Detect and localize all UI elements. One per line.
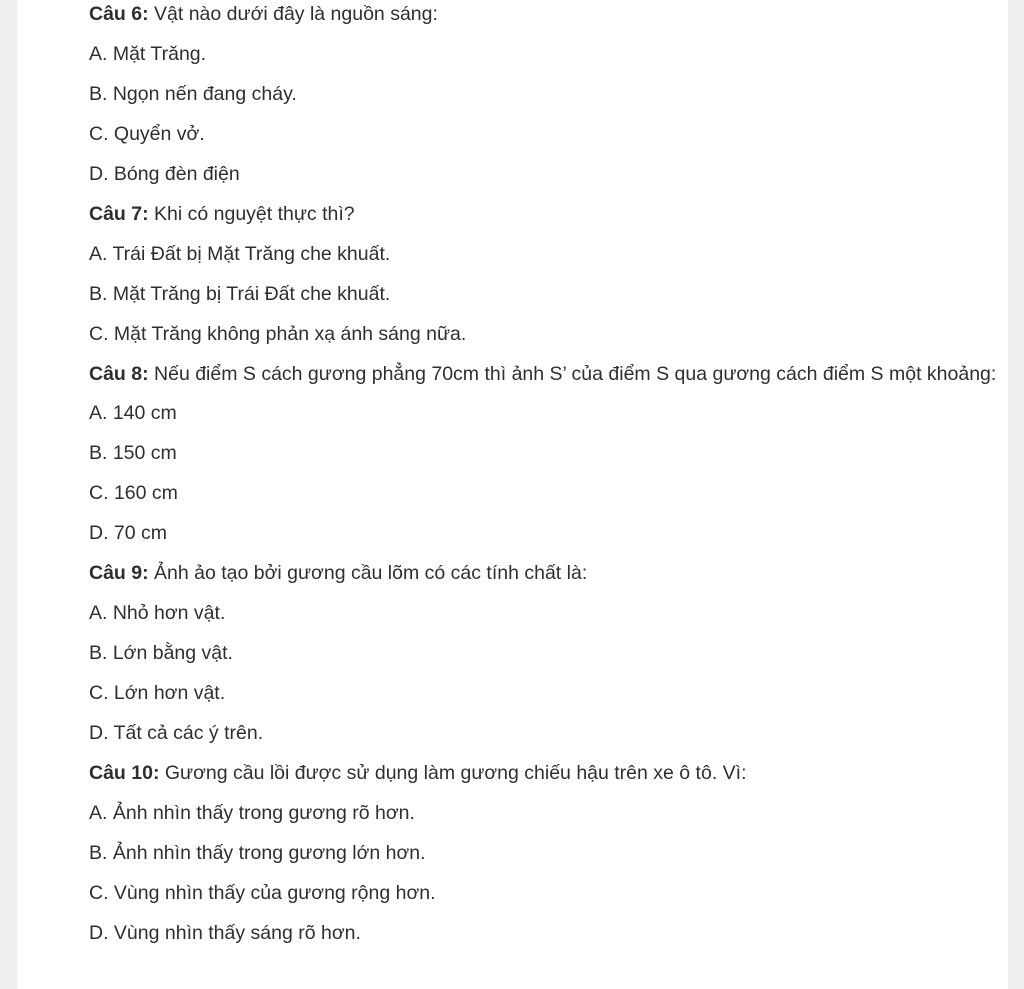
question-6 <box>89 0 999 34</box>
question-text: Nếu điểm S cách gương phẳng 70cm thì ảnh S’ của điểm S qua gương cách điểm S một khoảng: <box>148 363 997 385</box>
answer-option: D. Vùng nhìn thấy sáng rõ hơn. <box>89 922 361 944</box>
question-text: Vật nào dưới đây là nguồn sáng: <box>148 3 438 25</box>
quiz-content <box>89 0 999 953</box>
question-7 <box>89 194 999 234</box>
question-text: Khi có nguyệt thực thì? <box>148 203 355 225</box>
answer-option: C. Vùng nhìn thấy của gương rộng hơn. <box>89 882 436 904</box>
question-label: Câu 9: <box>89 562 149 584</box>
answer-option: A. Mặt Trăng. <box>89 43 207 65</box>
answer-option: B. 150 cm <box>89 442 177 464</box>
answer-option: D. 70 cm <box>89 522 168 544</box>
answer-option: C. Lớn hơn vật. <box>89 682 226 704</box>
answer-option: A. Ảnh nhìn thấy trong gương rõ hơn. <box>89 802 415 824</box>
answer-option: C. Mặt Trăng không phản xạ ánh sáng nữa. <box>89 323 467 345</box>
answer-option: A. Nhỏ hơn vật. <box>89 602 226 624</box>
question-label: Câu 10: <box>89 762 160 784</box>
document-page <box>17 0 1008 989</box>
answer-option: B. Lớn bằng vật. <box>89 642 233 664</box>
answer-option: B. Ngọn nến đang cháy. <box>89 83 297 105</box>
question-text: Ảnh ảo tạo bởi gương cầu lõm có các tính chất là: <box>148 562 588 584</box>
question-8 <box>89 354 999 393</box>
answer-option: D. Bóng đèn điện <box>89 163 240 185</box>
question-9 <box>89 553 999 593</box>
answer-option: C. Quyển vở. <box>89 123 205 145</box>
question-label: Câu 8: <box>89 363 149 385</box>
question-10 <box>89 753 999 793</box>
answer-option: A. Trái Đất bị Mặt Trăng che khuất. <box>89 243 391 265</box>
answer-option: B. Mặt Trăng bị Trái Đất che khuất. <box>89 283 391 305</box>
answer-option: C. 160 cm <box>89 482 178 504</box>
question-label: Câu 7: <box>89 203 149 225</box>
question-text: Gương cầu lồi được sử dụng làm gương chiếu hậu trên xe ô tô. Vì: <box>159 762 747 784</box>
answer-option: B. Ảnh nhìn thấy trong gương lớn hơn. <box>89 842 426 864</box>
answer-option: A. 140 cm <box>89 402 177 424</box>
answer-option: D. Tất cả các ý trên. <box>89 722 264 744</box>
question-label: Câu 6: <box>89 3 149 25</box>
